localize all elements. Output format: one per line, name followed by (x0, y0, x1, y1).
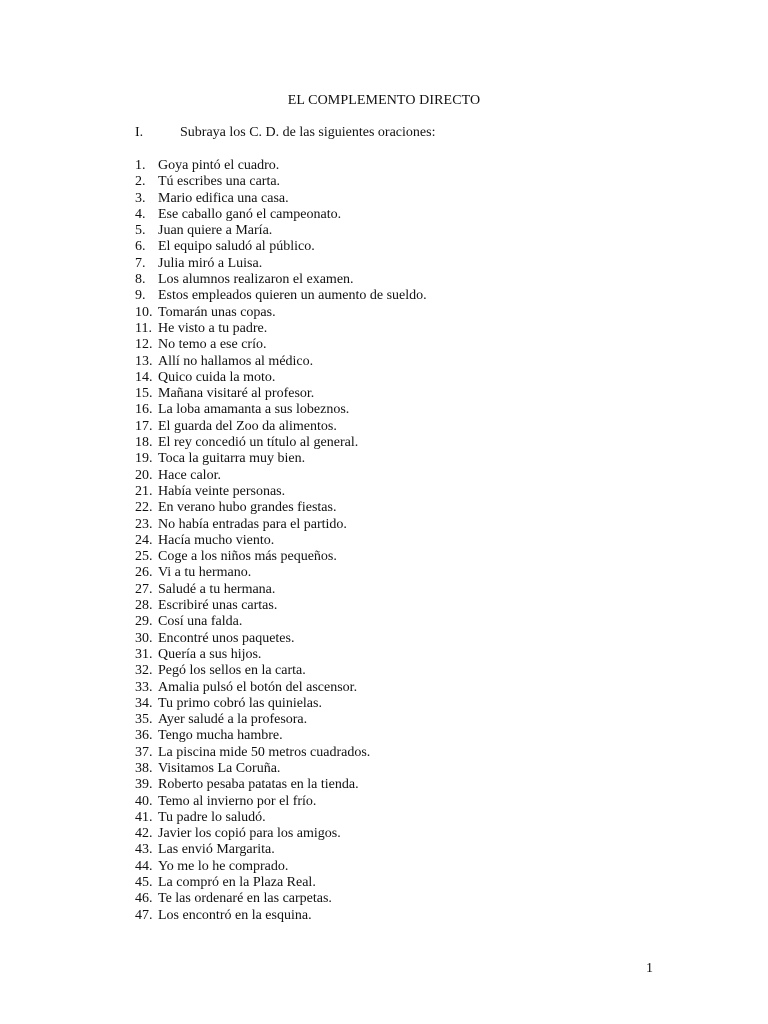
sentence-text: Cosí una falda. (158, 614, 243, 630)
sentence-text: Los encontró en la esquina. (158, 907, 312, 923)
sentence-text: Julia miró a Luisa. (158, 255, 263, 271)
sentence-item (135, 842, 427, 858)
sentence-number: 11. (135, 320, 152, 336)
sentence-text: Tú escribes una carta. (158, 174, 281, 190)
sentence-text: Javier los copió para los amigos. (158, 826, 341, 842)
sentence-item (135, 305, 427, 321)
sentence-text: Ayer saludé a la profesora. (158, 712, 308, 728)
sentence-text: Mario edifica una casa. (158, 190, 289, 206)
sentence-number: 46. (135, 891, 153, 907)
sentence-text: Estos empleados quieren un aumento de sueldo. (158, 288, 427, 304)
sentence-item (135, 239, 427, 255)
sentence-number: 34. (135, 695, 153, 711)
sentence-number: 19. (135, 451, 153, 467)
sentence-item (135, 386, 427, 402)
sentence-number: 6. (135, 239, 146, 255)
sentence-number: 17. (135, 418, 153, 434)
sentence-text: Tomarán unas copas. (158, 304, 276, 320)
sentence-item (135, 565, 427, 581)
sentence-number: 36. (135, 728, 153, 744)
sentence-list (135, 158, 427, 924)
sentence-text: La piscina mide 50 metros cuadrados. (158, 744, 371, 760)
sentence-text: Temo al invierno por el frío. (158, 793, 317, 809)
sentence-item (135, 158, 427, 174)
sentence-text: El guarda del Zoo da alimentos. (158, 418, 337, 434)
sentence-number: 22. (135, 500, 153, 516)
sentence-text: Pegó los sellos en la carta. (158, 663, 306, 679)
sentence-item (135, 549, 427, 565)
sentence-item (135, 598, 427, 614)
sentence-number: 42. (135, 826, 153, 842)
sentence-number: 47. (135, 907, 153, 923)
sentence-number: 39. (135, 777, 153, 793)
sentence-number: 29. (135, 614, 153, 630)
sentence-text: Te las ordenaré en las carpetas. (158, 891, 332, 907)
sentence-text: Tengo mucha hambre. (158, 728, 283, 744)
sentence-number: 2. (135, 174, 146, 190)
sentence-number: 30. (135, 630, 153, 646)
sentence-item (135, 647, 427, 663)
sentence-text: Amalia pulsó el botón del ascensor. (158, 679, 358, 695)
sentence-item (135, 321, 427, 337)
sentence-text: Yo me lo he comprado. (158, 858, 289, 874)
sentence-text: Tu primo cobró las quinielas. (158, 695, 322, 711)
sentence-text: La loba amamanta a sus lobeznos. (158, 402, 350, 418)
sentence-text: No había entradas para el partido. (158, 516, 347, 532)
sentence-number: 33. (135, 679, 153, 695)
sentence-item (135, 712, 427, 728)
sentence-item (135, 419, 427, 435)
sentence-number: 7. (135, 255, 146, 271)
sentence-number: 4. (135, 206, 146, 222)
sentence-text: El rey concedió un título al general. (158, 435, 359, 451)
sentence-item (135, 680, 427, 696)
sentence-text: Quería a sus hijos. (158, 646, 262, 662)
sentence-item (135, 826, 427, 842)
sentence-item (135, 663, 427, 679)
section-number: I. (135, 125, 144, 140)
sentence-item (135, 859, 427, 875)
sentence-text: Goya pintó el cuadro. (158, 158, 280, 173)
sentence-text: Ese caballo ganó el campeonato. (158, 206, 342, 222)
sentence-number: 8. (135, 272, 146, 288)
sentence-item (135, 402, 427, 418)
sentence-text: Había veinte personas. (158, 483, 286, 499)
sentence-number: 10. (135, 304, 153, 320)
sentence-number: 24. (135, 532, 153, 548)
sentence-item (135, 435, 427, 451)
sentence-item (135, 354, 427, 370)
sentence-number: 32. (135, 663, 153, 679)
sentence-text: Toca la guitarra muy bien. (158, 451, 306, 467)
sentence-text: Escribiré unas cartas. (158, 598, 278, 614)
sentence-number: 13. (135, 353, 153, 369)
sentence-text: Encontré unos paquetes. (158, 630, 295, 646)
sentence-item (135, 794, 427, 810)
sentence-item (135, 777, 427, 793)
sentence-item (135, 207, 427, 223)
sentence-item (135, 582, 427, 598)
sentence-item (135, 223, 427, 239)
sentence-number: 3. (135, 190, 146, 206)
sentence-item (135, 500, 427, 516)
sentence-text: En verano hubo grandes fiestas. (158, 500, 337, 516)
sentence-number: 14. (135, 369, 153, 385)
sentence-item (135, 908, 427, 924)
sentence-item (135, 517, 427, 533)
sentence-number: 15. (135, 386, 153, 402)
sentence-text: El equipo saludó al público. (158, 239, 315, 255)
sentence-text: Visitamos La Coruña. (158, 760, 281, 776)
sentence-number: 37. (135, 744, 153, 760)
sentence-number: 21. (135, 483, 153, 499)
sentence-text: La compró en la Plaza Real. (158, 875, 316, 891)
sentence-number: 5. (135, 223, 146, 239)
sentence-text: Saludé a tu hermana. (158, 581, 276, 597)
sentence-item (135, 631, 427, 647)
sentence-text: Mañana visitaré al profesor. (158, 386, 315, 402)
sentence-number: 18. (135, 435, 153, 451)
sentence-text: Allí no hallamos al médico. (158, 353, 314, 369)
sentence-item (135, 256, 427, 272)
sentence-text: Las envió Margarita. (158, 842, 275, 858)
sentence-text: No temo a ese crío. (158, 337, 267, 353)
sentence-item (135, 728, 427, 744)
sentence-item (135, 533, 427, 549)
sentence-number: 43. (135, 842, 153, 858)
sentence-number: 20. (135, 467, 153, 483)
sentence-item (135, 451, 427, 467)
sentence-text: Juan quiere a María. (158, 223, 273, 239)
sentence-number: 26. (135, 565, 153, 581)
sentence-number: 23. (135, 516, 153, 532)
sentence-item (135, 484, 427, 500)
sentence-text: He visto a tu padre. (158, 320, 268, 336)
sentence-item (135, 891, 427, 907)
sentence-number: 25. (135, 549, 153, 565)
sentence-text: Roberto pesaba patatas en la tienda. (158, 777, 359, 793)
sentence-number: 38. (135, 760, 153, 776)
sentence-item (135, 288, 427, 304)
sentence-item (135, 370, 427, 386)
sentence-item (135, 810, 427, 826)
section-heading (135, 124, 435, 142)
sentence-text: Tu padre lo saludó. (158, 809, 266, 825)
sentence-item (135, 272, 427, 288)
sentence-item (135, 745, 427, 761)
sentence-number: 40. (135, 793, 153, 809)
sentence-number: 28. (135, 598, 153, 614)
sentence-item (135, 696, 427, 712)
sentence-number: 9. (135, 288, 146, 304)
sentence-item (135, 761, 427, 777)
sentence-item (135, 337, 427, 353)
sentence-text: Coge a los niños más pequeños. (158, 549, 337, 565)
sentence-item (135, 875, 427, 891)
sentence-number: 31. (135, 646, 153, 662)
sentence-text: Hace calor. (158, 467, 221, 483)
sentence-item (135, 614, 427, 630)
sentence-number: 41. (135, 809, 153, 825)
sentence-number: 27. (135, 581, 153, 597)
sentence-number: 1. (135, 158, 146, 173)
sentence-item (135, 468, 427, 484)
sentence-number: 44. (135, 858, 153, 874)
sentence-text: Vi a tu hermano. (158, 565, 252, 581)
sentence-number: 16. (135, 402, 153, 418)
page-title: EL COMPLEMENTO DIRECTO (287, 93, 481, 108)
sentence-number: 12. (135, 337, 153, 353)
sentence-text: Quico cuida la moto. (158, 369, 276, 385)
sentence-item (135, 174, 427, 190)
sentence-text: Hacía mucho viento. (158, 532, 275, 548)
section-instruction: Subraya los C. D. de las siguientes oraciones: (180, 125, 436, 140)
sentence-number: 35. (135, 712, 153, 728)
sentence-text: Los alumnos realizaron el examen. (158, 272, 354, 288)
sentence-number: 45. (135, 875, 153, 891)
sentence-item (135, 191, 427, 207)
page-number: 1 (646, 961, 653, 976)
